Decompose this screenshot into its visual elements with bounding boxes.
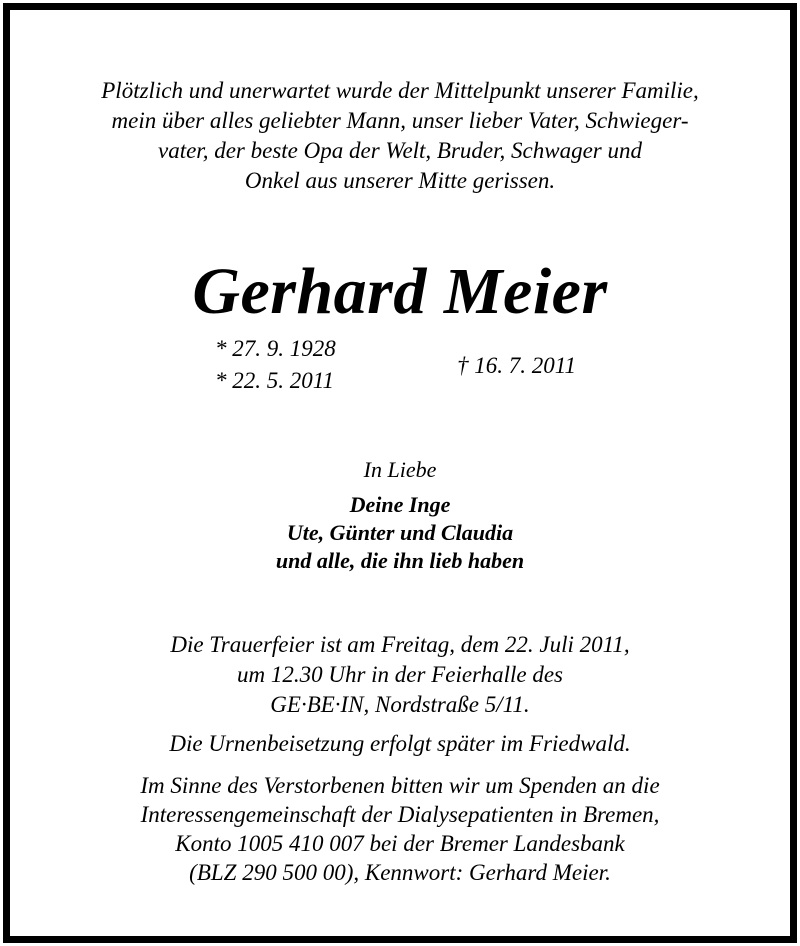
donation-notice [10, 771, 790, 887]
donation-line: (BLZ 290 500 00), Kennwort: Gerhard Meier. [189, 860, 611, 885]
birth-dates [215, 333, 336, 397]
obituary-frame [3, 3, 797, 943]
ceremony-notice [10, 630, 790, 720]
donation-line: Im Sinne des Verstorbenen bitten wir um Spenden an die [140, 773, 660, 798]
ceremony-line: Die Trauerfeier ist am Freitag, dem 22. Juli 2011, [170, 632, 630, 657]
deceased-name: Gerhard Meier [192, 255, 608, 328]
intro-line: mein über alles geliebter Mann, unser lieber Vater, Schwieger- [111, 108, 689, 133]
in-liebe-label: In Liebe [363, 457, 437, 482]
mourners-list [10, 491, 790, 575]
intro-line: Plötzlich und unerwartet wurde der Mittelpunkt unserer Familie, [101, 78, 699, 103]
mourner-line: Ute, Günter und Claudia [286, 520, 514, 545]
donation-line: Interessengemeinschaft der Dialysepatienten in Bremen, [140, 802, 660, 827]
intro-paragraph [10, 76, 790, 196]
donation-line: Konto 1005 410 007 bei der Bremer Landesbank [175, 831, 625, 856]
urn-burial-notice: Die Urnenbeisetzung erfolgt später im Friedwald. [169, 731, 631, 756]
ceremony-line: um 12.30 Uhr in der Feierhalle des [236, 662, 563, 687]
mourner-line: und alle, die ihn lieb haben [275, 548, 525, 573]
birth-date-2: * 22. 5. 2011 [215, 368, 335, 393]
ceremony-line: GE·BE·IN, Nordstraße 5/11. [270, 692, 530, 717]
intro-line: vater, der beste Opa der Welt, Bruder, Schwager und [158, 138, 642, 163]
birth-date-1: * 27. 9. 1928 [215, 336, 336, 361]
mourner-line: Deine Inge [349, 492, 451, 517]
intro-line: Onkel aus unserer Mitte gerissen. [244, 168, 556, 193]
death-date: † 16. 7. 2011 [457, 353, 577, 378]
